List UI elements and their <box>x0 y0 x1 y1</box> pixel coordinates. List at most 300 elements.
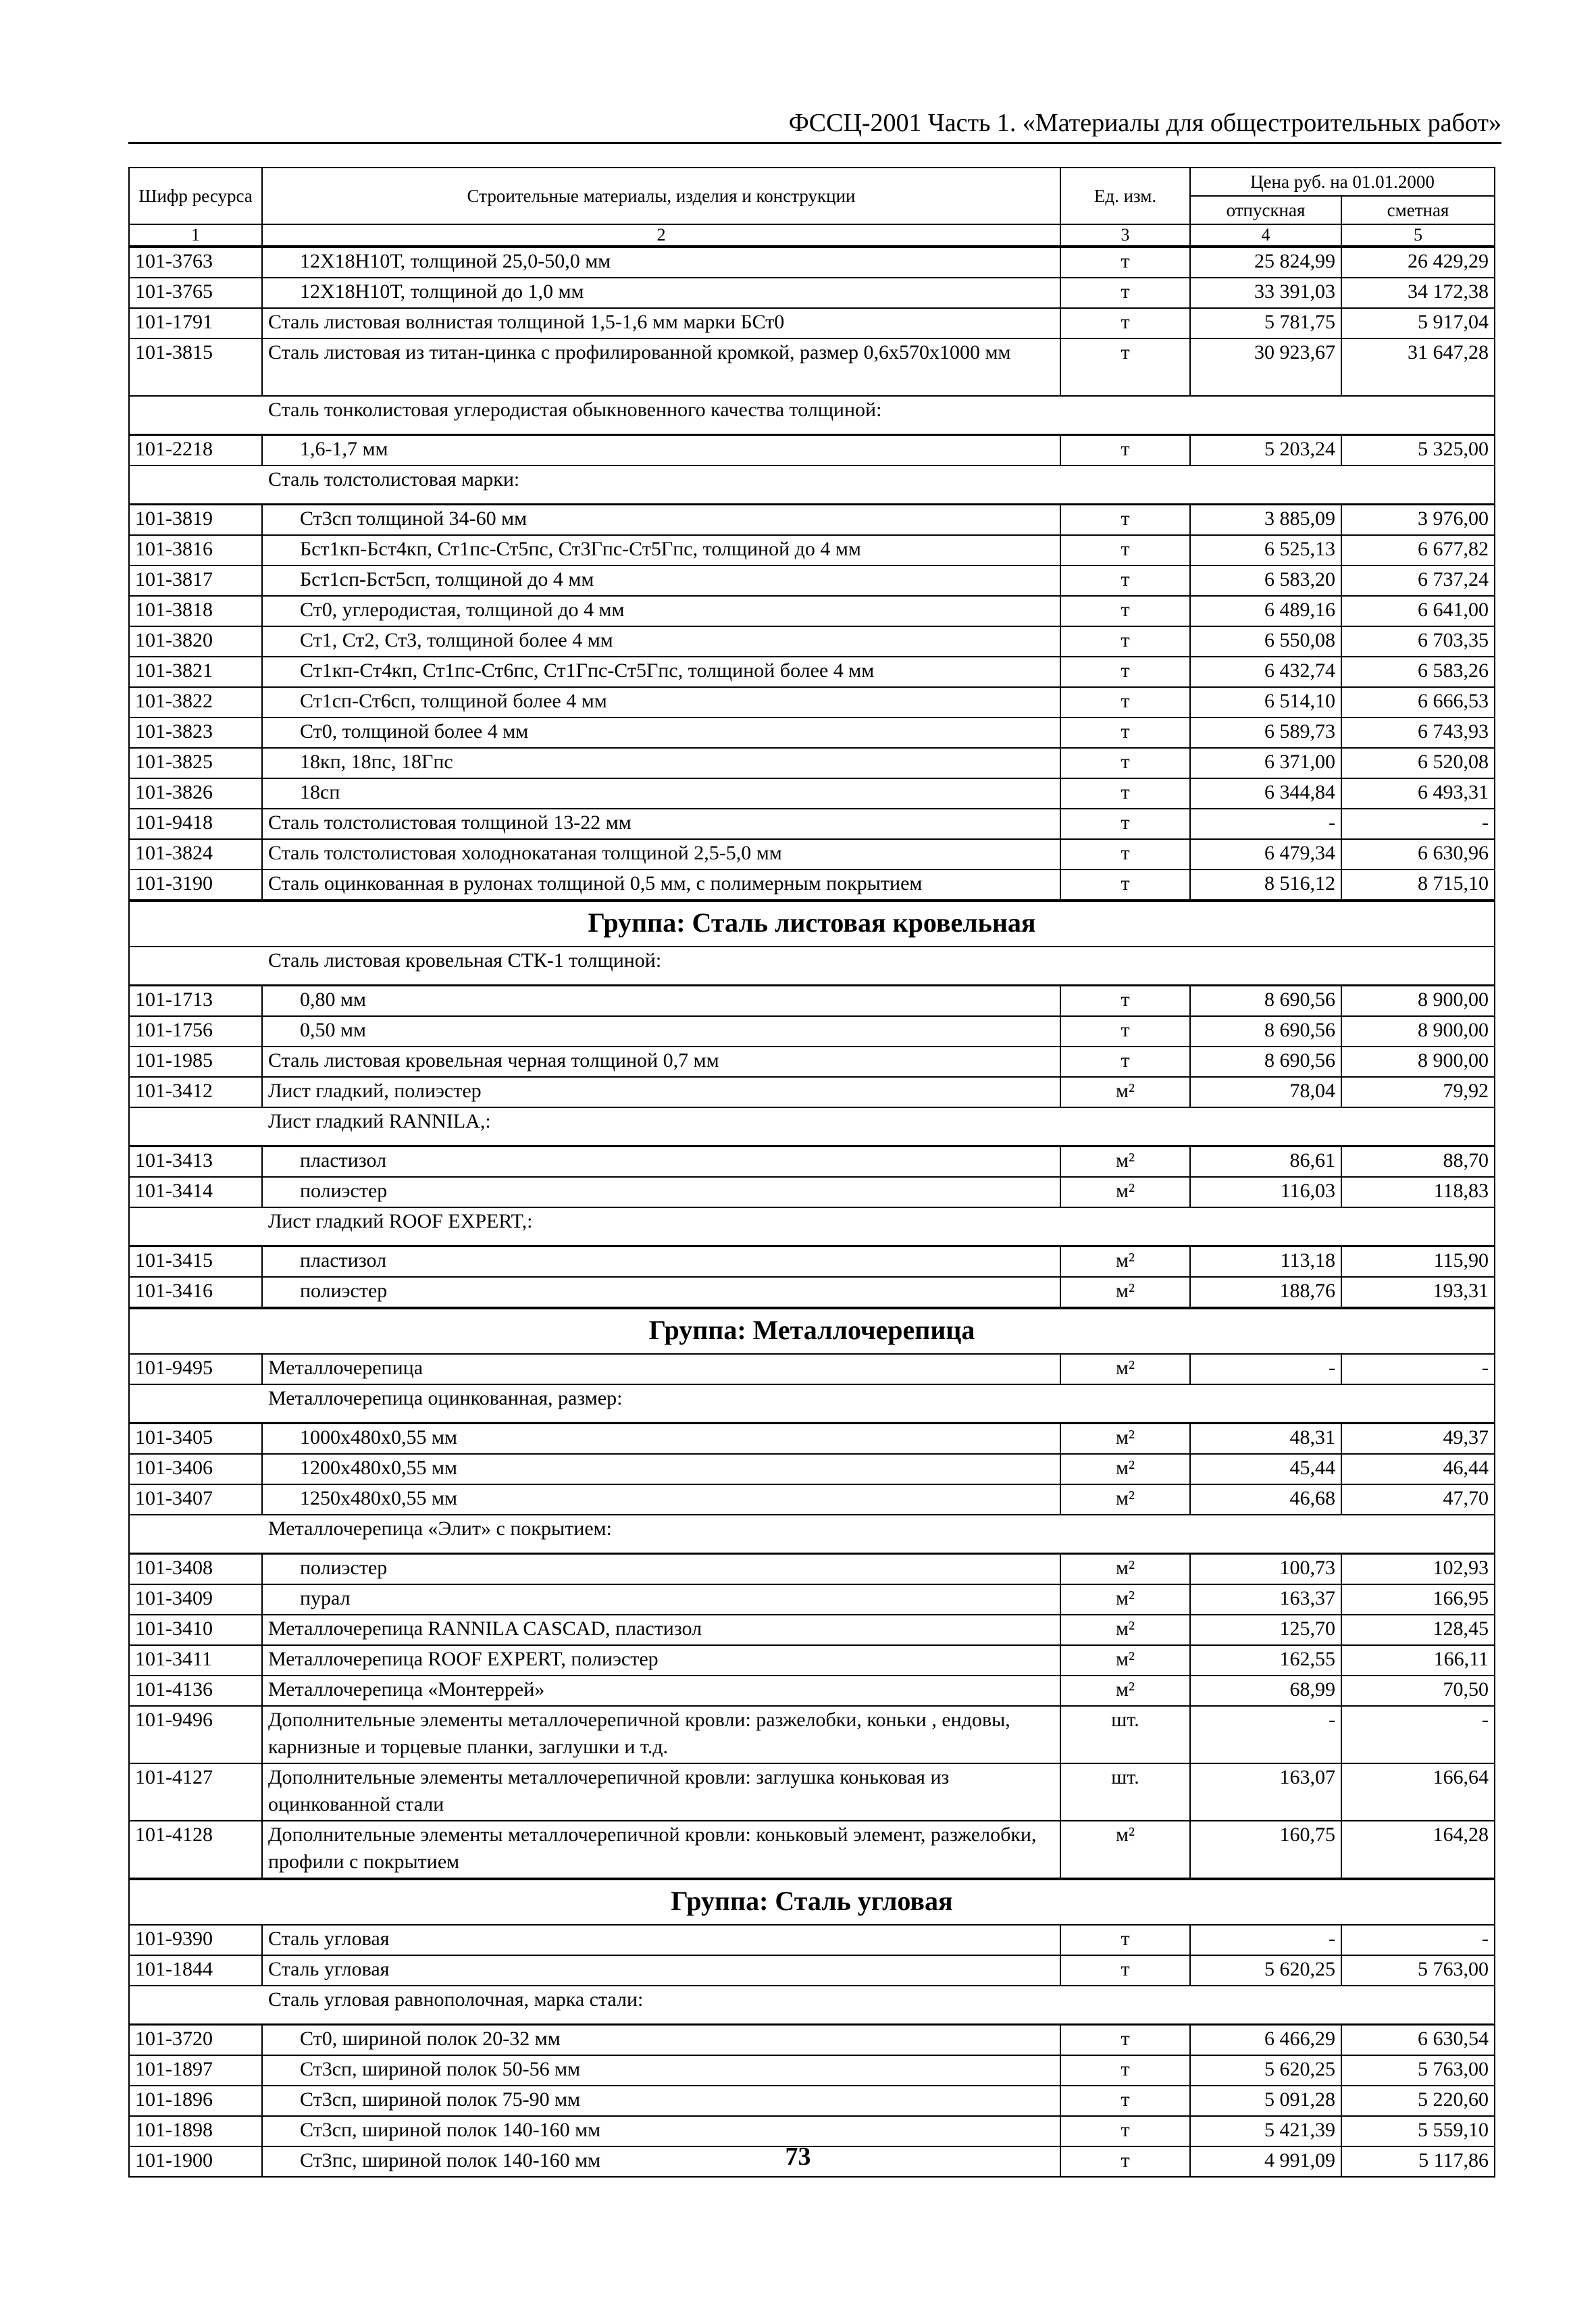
material-description: пурал <box>262 1584 1060 1615</box>
header-price: Цена руб. на 01.01.2000 <box>1190 168 1495 196</box>
resource-code: 101-3720 <box>129 2025 262 2056</box>
group-heading: Группа: Сталь угловая <box>129 1879 1495 1925</box>
estimate-price: 47,70 <box>1341 1484 1495 1515</box>
table-row <box>129 1424 1495 1455</box>
unit-of-measure: т <box>1060 778 1190 809</box>
unit-of-measure: т <box>1060 718 1190 748</box>
release-price: 6 466,29 <box>1190 2025 1341 2056</box>
estimate-price: 6 641,00 <box>1341 596 1495 626</box>
resource-code: 101-2218 <box>129 435 262 466</box>
column-number: 4 <box>1190 224 1341 247</box>
resource-code: 101-3825 <box>129 748 262 778</box>
material-description: Дополнительные элементы металлочерепичной кровли: заглушка коньковая из оцинкованной стали <box>262 1763 1060 1821</box>
table-row <box>129 1047 1495 1077</box>
resource-code: 101-3823 <box>129 718 262 748</box>
page-number: 73 <box>785 2142 811 2171</box>
group-heading-row <box>129 1879 1495 1925</box>
release-price: 113,18 <box>1190 1247 1341 1278</box>
material-description: 1200х480х0,55 мм <box>262 1454 1060 1484</box>
table-row <box>129 778 1495 809</box>
resource-code: 101-1898 <box>129 2116 262 2146</box>
material-description: Лист гладкий, полиэстер <box>262 1077 1060 1107</box>
estimate-price: 8 900,00 <box>1341 986 1495 1017</box>
material-description: 1250х480х0,55 мм <box>262 1484 1060 1515</box>
table-row <box>129 839 1495 870</box>
subheading-text: Сталь листовая кровельная СТК-1 толщиной: <box>129 947 1495 986</box>
column-number: 3 <box>1060 224 1190 247</box>
subheading-row <box>129 1384 1495 1424</box>
material-description: полиэстер <box>262 1554 1060 1585</box>
material-description: 1,6-1,7 мм <box>262 435 1060 466</box>
table-row <box>129 1077 1495 1107</box>
estimate-price: 6 493,31 <box>1341 778 1495 809</box>
resource-code: 101-3763 <box>129 247 262 278</box>
unit-of-measure: т <box>1060 1955 1190 1986</box>
estimate-price: - <box>1341 1706 1495 1763</box>
resource-code: 101-3826 <box>129 778 262 809</box>
resource-code: 101-3407 <box>129 1484 262 1515</box>
resource-code: 101-3819 <box>129 505 262 536</box>
table-row <box>129 626 1495 657</box>
header-price-release: отпускная <box>1190 196 1341 224</box>
resource-code: 101-1985 <box>129 1047 262 1077</box>
estimate-price: 31 647,28 <box>1341 338 1495 396</box>
unit-of-measure: м² <box>1060 1584 1190 1615</box>
table-row <box>129 1821 1495 1879</box>
unit-of-measure: т <box>1060 247 1190 278</box>
unit-of-measure: т <box>1060 535 1190 565</box>
resource-code: 101-3406 <box>129 1454 262 1484</box>
resource-code: 101-3817 <box>129 565 262 596</box>
estimate-price: 5 117,86 <box>1341 2146 1495 2177</box>
unit-of-measure: т <box>1060 2086 1190 2116</box>
unit-of-measure: м² <box>1060 1247 1190 1278</box>
unit-of-measure: шт. <box>1060 1706 1190 1763</box>
resource-code: 101-9496 <box>129 1706 262 1763</box>
column-number: 2 <box>262 224 1060 247</box>
unit-of-measure: т <box>1060 748 1190 778</box>
release-price: 100,73 <box>1190 1554 1341 1585</box>
release-price: 5 781,75 <box>1190 308 1341 338</box>
table-row <box>129 1554 1495 1585</box>
estimate-price: 70,50 <box>1341 1676 1495 1706</box>
unit-of-measure: т <box>1060 1047 1190 1077</box>
header-price-estimate: сметная <box>1341 196 1495 224</box>
estimate-price: 166,95 <box>1341 1584 1495 1615</box>
running-head: ФССЦ-2001 Часть 1. «Материалы для общестроительных работ» <box>788 109 1501 137</box>
release-price: 160,75 <box>1190 1821 1341 1879</box>
table-row <box>129 435 1495 466</box>
material-description: Ст3сп толщиной 34-60 мм <box>262 505 1060 536</box>
release-price: - <box>1190 1706 1341 1763</box>
estimate-price: 5 559,10 <box>1341 2116 1495 2146</box>
unit-of-measure: м² <box>1060 1177 1190 1207</box>
unit-of-measure: т <box>1060 596 1190 626</box>
unit-of-measure: м² <box>1060 1077 1190 1107</box>
resource-code: 101-1896 <box>129 2086 262 2116</box>
release-price: 5 203,24 <box>1190 435 1341 466</box>
estimate-price: 8 900,00 <box>1341 1016 1495 1047</box>
material-description: Ст3пс, шириной полок 140-160 мм <box>262 2146 1060 2177</box>
release-price: 3 885,09 <box>1190 505 1341 536</box>
table-row <box>129 718 1495 748</box>
estimate-price: 6 677,82 <box>1341 535 1495 565</box>
resource-code: 101-1791 <box>129 308 262 338</box>
estimate-price: 166,64 <box>1341 1763 1495 1821</box>
table-row <box>129 1177 1495 1207</box>
resource-code: 101-9495 <box>129 1354 262 1384</box>
material-description: Ст1, Ст2, Ст3, толщиной более 4 мм <box>262 626 1060 657</box>
resource-code: 101-3820 <box>129 626 262 657</box>
release-price: 5 421,39 <box>1190 2116 1341 2146</box>
resource-code: 101-4127 <box>129 1763 262 1821</box>
material-description: 0,50 мм <box>262 1016 1060 1047</box>
resource-code: 101-3818 <box>129 596 262 626</box>
unit-of-measure: т <box>1060 657 1190 687</box>
table-row <box>129 1925 1495 1955</box>
unit-of-measure: т <box>1060 1016 1190 1047</box>
release-price: 162,55 <box>1190 1645 1341 1676</box>
resource-code: 101-4136 <box>129 1676 262 1706</box>
resource-code: 101-1897 <box>129 2055 262 2086</box>
unit-of-measure: т <box>1060 565 1190 596</box>
unit-of-measure: м² <box>1060 1484 1190 1515</box>
estimate-price: 5 763,00 <box>1341 1955 1495 1986</box>
material-description: 1000х480х0,55 мм <box>262 1424 1060 1455</box>
subheading-row <box>129 1107 1495 1147</box>
unit-of-measure: т <box>1060 687 1190 718</box>
release-price: - <box>1190 1925 1341 1955</box>
unit-of-measure: м² <box>1060 1277 1190 1308</box>
unit-of-measure: т <box>1060 986 1190 1017</box>
release-price: 8 690,56 <box>1190 1047 1341 1077</box>
subheading-row <box>129 396 1495 435</box>
table-row <box>129 278 1495 308</box>
subheading-row <box>129 1986 1495 2025</box>
release-price: 5 620,25 <box>1190 1955 1341 1986</box>
subheading-row <box>129 1207 1495 1247</box>
estimate-price: 6 737,24 <box>1341 565 1495 596</box>
material-description: Дополнительные элементы металлочерепичной кровли: разжелобки, коньки , ендовы, карнизные и торцевые планки, заглушки и т.д. <box>262 1706 1060 1763</box>
estimate-price: 79,92 <box>1341 1077 1495 1107</box>
release-price: 45,44 <box>1190 1454 1341 1484</box>
group-heading: Группа: Металлочерепица <box>129 1308 1495 1354</box>
resource-code: 101-3408 <box>129 1554 262 1585</box>
estimate-price: 5 220,60 <box>1341 2086 1495 2116</box>
table-row <box>129 596 1495 626</box>
material-description: Металлочерепица «Монтеррей» <box>262 1676 1060 1706</box>
material-description: Дополнительные элементы металлочерепичной кровли: коньковый элемент, разжелобки, профили с покрытием <box>262 1821 1060 1879</box>
estimate-price: 5 917,04 <box>1341 308 1495 338</box>
unit-of-measure: т <box>1060 2025 1190 2056</box>
estimate-price: 6 703,35 <box>1341 626 1495 657</box>
estimate-price: 6 666,53 <box>1341 687 1495 718</box>
estimate-price: 3 976,00 <box>1341 505 1495 536</box>
estimate-price: 6 520,08 <box>1341 748 1495 778</box>
estimate-price: 26 429,29 <box>1341 247 1495 278</box>
unit-of-measure: м² <box>1060 1424 1190 1455</box>
group-heading-row <box>129 901 1495 947</box>
resource-code: 101-3815 <box>129 338 262 396</box>
release-price: 163,07 <box>1190 1763 1341 1821</box>
resource-code: 101-3413 <box>129 1147 262 1178</box>
resource-code: 101-3405 <box>129 1424 262 1455</box>
release-price: 78,04 <box>1190 1077 1341 1107</box>
material-description: Ст3сп, шириной полок 75-90 мм <box>262 2086 1060 2116</box>
group-heading: Группа: Сталь листовая кровельная <box>129 901 1495 947</box>
unit-of-measure: т <box>1060 505 1190 536</box>
release-price: 33 391,03 <box>1190 278 1341 308</box>
resource-code: 101-3414 <box>129 1177 262 1207</box>
column-number: 1 <box>129 224 262 247</box>
release-price: 8 516,12 <box>1190 870 1341 901</box>
price-table <box>128 167 1495 2178</box>
release-price: 30 923,67 <box>1190 338 1341 396</box>
material-description: Сталь листовая кровельная черная толщиной 0,7 мм <box>262 1047 1060 1077</box>
material-description: 12Х18Н10Т, толщиной до 1,0 мм <box>262 278 1060 308</box>
table-row <box>129 2086 1495 2116</box>
estimate-price: 88,70 <box>1341 1147 1495 1178</box>
unit-of-measure: м² <box>1060 1645 1190 1676</box>
release-price: 8 690,56 <box>1190 1016 1341 1047</box>
table-row <box>129 565 1495 596</box>
header-row <box>129 168 1495 196</box>
unit-of-measure: т <box>1060 435 1190 466</box>
resource-code: 101-9418 <box>129 809 262 839</box>
resource-code: 101-9390 <box>129 1925 262 1955</box>
unit-of-measure: м² <box>1060 1554 1190 1585</box>
material-description: Сталь оцинкованная в рулонах толщиной 0,5 мм, с полимерным покрытием <box>262 870 1060 901</box>
material-description: Сталь толстолистовая толщиной 13-22 мм <box>262 809 1060 839</box>
release-price: 6 589,73 <box>1190 718 1341 748</box>
estimate-price: 128,45 <box>1341 1615 1495 1645</box>
table-row <box>129 1016 1495 1047</box>
subheading-text: Металлочерепица оцинкованная, размер: <box>129 1384 1495 1424</box>
resource-code: 101-3765 <box>129 278 262 308</box>
unit-of-measure: т <box>1060 1925 1190 1955</box>
unit-of-measure: м² <box>1060 1354 1190 1384</box>
subheading-row <box>129 947 1495 986</box>
release-price: 5 620,25 <box>1190 2055 1341 2086</box>
unit-of-measure: т <box>1060 2055 1190 2086</box>
resource-code: 101-3816 <box>129 535 262 565</box>
table-row <box>129 505 1495 536</box>
unit-of-measure: м² <box>1060 1147 1190 1178</box>
release-price: 8 690,56 <box>1190 986 1341 1017</box>
estimate-price: 46,44 <box>1341 1454 1495 1484</box>
subheading-text: Лист гладкий RANNILA,: <box>129 1107 1495 1147</box>
table-row <box>129 2025 1495 2056</box>
material-description: Ст3сп, шириной полок 140-160 мм <box>262 2116 1060 2146</box>
resource-code: 101-3822 <box>129 687 262 718</box>
resource-code: 101-3415 <box>129 1247 262 1278</box>
material-description: 12Х18Н10Т, толщиной 25,0-50,0 мм <box>262 247 1060 278</box>
release-price: 46,68 <box>1190 1484 1341 1515</box>
resource-code: 101-3411 <box>129 1645 262 1676</box>
subheading-text: Сталь тонколистовая углеродистая обыкновенного качества толщиной: <box>129 396 1495 435</box>
table-row <box>129 535 1495 565</box>
table-row <box>129 1706 1495 1763</box>
estimate-price: - <box>1341 1354 1495 1384</box>
table-row <box>129 687 1495 718</box>
group-heading-row <box>129 1308 1495 1354</box>
subheading-row <box>129 466 1495 505</box>
resource-code: 101-3409 <box>129 1584 262 1615</box>
unit-of-measure: т <box>1060 626 1190 657</box>
estimate-price: - <box>1341 809 1495 839</box>
release-price: 6 344,84 <box>1190 778 1341 809</box>
estimate-price: 49,37 <box>1341 1424 1495 1455</box>
material-description: полиэстер <box>262 1277 1060 1308</box>
material-description: полиэстер <box>262 1177 1060 1207</box>
material-description: 18кп, 18пс, 18Гпс <box>262 748 1060 778</box>
material-description: Сталь угловая <box>262 1925 1060 1955</box>
table-row <box>129 1247 1495 1278</box>
table-row <box>129 986 1495 1017</box>
release-price: 163,37 <box>1190 1584 1341 1615</box>
release-price: 4 991,09 <box>1190 2146 1341 2177</box>
header-code: Шифр ресурса <box>129 168 262 224</box>
table-row <box>129 308 1495 338</box>
column-numbers-row <box>129 224 1495 247</box>
unit-of-measure: м² <box>1060 1821 1190 1879</box>
estimate-price: 166,11 <box>1341 1645 1495 1676</box>
resource-code: 101-3821 <box>129 657 262 687</box>
estimate-price: 8 900,00 <box>1341 1047 1495 1077</box>
resource-code: 101-1844 <box>129 1955 262 1986</box>
estimate-price: 34 172,38 <box>1341 278 1495 308</box>
resource-code: 101-1756 <box>129 1016 262 1047</box>
header-rule <box>128 142 1501 144</box>
release-price: 6 525,13 <box>1190 535 1341 565</box>
material-description: 0,80 мм <box>262 986 1060 1017</box>
unit-of-measure: т <box>1060 338 1190 396</box>
estimate-price: 5 325,00 <box>1341 435 1495 466</box>
material-description: Сталь листовая волнистая толщиной 1,5-1,6 мм марки БСт0 <box>262 308 1060 338</box>
material-description: 18сп <box>262 778 1060 809</box>
subheading-text: Лист гладкий ROOF EXPERT,: <box>129 1207 1495 1247</box>
column-number: 5 <box>1341 224 1495 247</box>
table-row <box>129 247 1495 278</box>
release-price: 6 479,34 <box>1190 839 1341 870</box>
table-row <box>129 870 1495 901</box>
release-price: 116,03 <box>1190 1177 1341 1207</box>
table-row <box>129 1763 1495 1821</box>
material-description: Сталь угловая <box>262 1955 1060 1986</box>
material-description: Ст1кп-Ст4кп, Ст1пс-Ст6пс, Ст1Гпс-Ст5Гпс, толщиной более 4 мм <box>262 657 1060 687</box>
estimate-price: 102,93 <box>1341 1554 1495 1585</box>
unit-of-measure: т <box>1060 809 1190 839</box>
table-body <box>129 247 1495 2177</box>
estimate-price: - <box>1341 1925 1495 1955</box>
release-price: - <box>1190 1354 1341 1384</box>
table-row <box>129 748 1495 778</box>
estimate-price: 193,31 <box>1341 1277 1495 1308</box>
subheading-text: Сталь угловая равнополочная, марка стали: <box>129 1986 1495 2025</box>
release-price: 6 583,20 <box>1190 565 1341 596</box>
material-description: Бст1кп-Бст4кп, Ст1пс-Ст5пс, Ст3Гпс-Ст5Гпс, толщиной до 4 мм <box>262 535 1060 565</box>
release-price: 5 091,28 <box>1190 2086 1341 2116</box>
unit-of-measure: т <box>1060 308 1190 338</box>
estimate-price: 115,90 <box>1341 1247 1495 1278</box>
table-row <box>129 1354 1495 1384</box>
subheading-text: Сталь толстолистовая марки: <box>129 466 1495 505</box>
release-price: 6 371,00 <box>1190 748 1341 778</box>
estimate-price: 8 715,10 <box>1341 870 1495 901</box>
material-description: Сталь толстолистовая холоднокатаная толщиной 2,5-5,0 мм <box>262 839 1060 870</box>
estimate-price: 118,83 <box>1341 1177 1495 1207</box>
release-price: 48,31 <box>1190 1424 1341 1455</box>
material-description: Металлочерепица RANNILA CASCAD, пластизол <box>262 1615 1060 1645</box>
release-price: 188,76 <box>1190 1277 1341 1308</box>
table-row <box>129 1584 1495 1615</box>
header-description: Строительные материалы, изделия и конструкции <box>262 168 1060 224</box>
table-row <box>129 1615 1495 1645</box>
release-price: 6 489,16 <box>1190 596 1341 626</box>
resource-code: 101-3824 <box>129 839 262 870</box>
unit-of-measure: т <box>1060 870 1190 901</box>
unit-of-measure: т <box>1060 839 1190 870</box>
subheading-row <box>129 1515 1495 1554</box>
unit-of-measure: м² <box>1060 1615 1190 1645</box>
estimate-price: 6 743,93 <box>1341 718 1495 748</box>
material-description: Ст0, шириной полок 20-32 мм <box>262 2025 1060 2056</box>
table-row <box>129 1484 1495 1515</box>
material-description: пластизол <box>262 1247 1060 1278</box>
resource-code: 101-4128 <box>129 1821 262 1879</box>
material-description: пластизол <box>262 1147 1060 1178</box>
release-price: 6 514,10 <box>1190 687 1341 718</box>
table-row <box>129 657 1495 687</box>
resource-code: 101-3190 <box>129 870 262 901</box>
release-price: 6 432,74 <box>1190 657 1341 687</box>
release-price: 25 824,99 <box>1190 247 1341 278</box>
release-price: - <box>1190 809 1341 839</box>
subheading-text: Металлочерепица «Элит» с покрытием: <box>129 1515 1495 1554</box>
material-description: Ст0, углеродистая, толщиной до 4 мм <box>262 596 1060 626</box>
table-row <box>129 1676 1495 1706</box>
estimate-price: 5 763,00 <box>1341 2055 1495 2086</box>
estimate-price: 6 630,96 <box>1341 839 1495 870</box>
estimate-price: 164,28 <box>1341 1821 1495 1879</box>
header-unit: Ед. изм. <box>1060 168 1190 224</box>
estimate-price: 6 630,54 <box>1341 2025 1495 2056</box>
table-row <box>129 1645 1495 1676</box>
material-description: Сталь листовая из титан-цинка с профилированной кромкой, размер 0,6х570х1000 мм <box>262 338 1060 396</box>
table-row <box>129 1955 1495 1986</box>
material-description: Ст0, толщиной более 4 мм <box>262 718 1060 748</box>
release-price: 125,70 <box>1190 1615 1341 1645</box>
release-price: 6 550,08 <box>1190 626 1341 657</box>
resource-code: 101-1713 <box>129 986 262 1017</box>
material-description: Металлочерепица <box>262 1354 1060 1384</box>
resource-code: 101-1900 <box>129 2146 262 2177</box>
material-description: Бст1сп-Бст5сп, толщиной до 4 мм <box>262 565 1060 596</box>
table-row <box>129 809 1495 839</box>
release-price: 86,61 <box>1190 1147 1341 1178</box>
table-row <box>129 338 1495 396</box>
material-description: Металлочерепица ROOF EXPERT, полиэстер <box>262 1645 1060 1676</box>
table-row <box>129 1147 1495 1178</box>
material-description: Ст3сп, шириной полок 50-56 мм <box>262 2055 1060 2086</box>
table-row <box>129 1454 1495 1484</box>
resource-code: 101-3412 <box>129 1077 262 1107</box>
material-description: Ст1сп-Ст6сп, толщиной более 4 мм <box>262 687 1060 718</box>
table-row <box>129 1277 1495 1308</box>
unit-of-measure: т <box>1060 2146 1190 2177</box>
resource-code: 101-3410 <box>129 1615 262 1645</box>
resource-code: 101-3416 <box>129 1277 262 1308</box>
